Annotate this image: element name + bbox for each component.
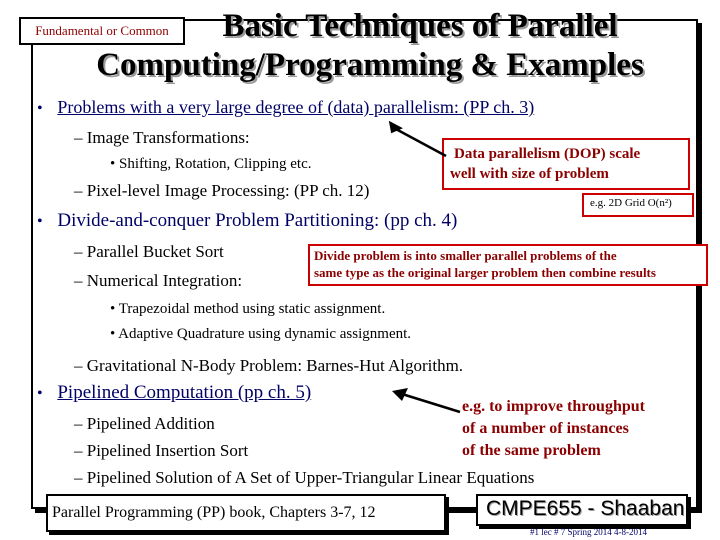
footer-course-text: CMPE655 - Shaaban: [486, 497, 685, 520]
bullet-2-sub-3: – Gravitational N-Body Problem: Barnes-Hut Algorithm.: [74, 356, 464, 375]
bullet-3-sub-3: – Pipelined Solution of A Set of Upper-Triangular Linear Equations: [74, 468, 535, 487]
category-tag: Fundamental or Common: [19, 17, 185, 45]
bullet-1-text: Problems with a very large degree of (data) parallelism: (PP ch. 3): [57, 97, 535, 117]
bullet-2: [37, 210, 457, 232]
footer-book-text: Parallel Programming (PP) book, Chapters 3-7, 12: [52, 504, 376, 521]
bullet-2-dot: •: [37, 213, 43, 230]
callout-dop: [442, 138, 690, 190]
footer-course-box: [476, 494, 688, 526]
callout-throughput-arrow: [388, 388, 468, 418]
bullet-1-dot: •: [37, 100, 43, 117]
callout-divide-line-2: same type as the original larger problem then combine results: [314, 265, 656, 280]
bullet-3-dot: •: [37, 385, 43, 402]
bullet-3-sub-2: – Pipelined Insertion Sort: [74, 441, 249, 460]
callout-divide: [308, 244, 708, 286]
callout-throughput-line-1: e.g. to improve throughput: [462, 398, 645, 415]
bullet-1-sub-1: – Image Transformations:: [74, 128, 250, 147]
bullet-1-sub-1-item: • Shifting, Rotation, Clipping etc.: [110, 156, 312, 172]
bullet-1-sub-2: – Pixel-level Image Processing: (PP ch. 12): [74, 181, 370, 200]
callout-throughput-line-3: of the same problem: [462, 442, 601, 459]
callout-throughput-line-2: of a number of instances: [462, 420, 629, 437]
callout-dop-arrow: [380, 120, 460, 160]
bullet-3-sub-1: – Pipelined Addition: [74, 414, 215, 433]
bullet-2-sub-2: – Numerical Integration:: [74, 271, 243, 290]
footer-book-box: [46, 494, 446, 532]
bullet-3: [37, 382, 311, 404]
bullet-2-sub-1: – Parallel Bucket Sort: [74, 242, 224, 261]
callout-grid: [582, 193, 694, 217]
title-line-2: Computing/Programming & Examples: [96, 47, 644, 83]
bullet-2-text: Divide-and-conquer Problem Partitioning: (pp ch. 4): [57, 210, 458, 231]
footer-meta: #1 lec # 7 Spring 2014 4-8-2014: [530, 527, 647, 537]
callout-divide-line-1: Divide problem is into smaller parallel problems of the: [314, 248, 617, 263]
bullet-1: [37, 97, 534, 119]
callout-grid-text: e.g. 2D Grid O(n²): [590, 197, 672, 209]
callout-dop-line-2: well with size of problem: [450, 166, 609, 182]
bullet-3-text: Pipelined Computation (pp ch. 5): [57, 382, 312, 403]
bullet-2-sub-2-item-2: • Adaptive Quadrature using dynamic assignment.: [110, 326, 412, 342]
title-line-1: Basic Techniques of Parallel: [222, 8, 618, 44]
callout-dop-line-1: Data parallelism (DOP) scale: [454, 146, 641, 162]
bullet-2-sub-2-item-1: • Trapezoidal method using static assignment.: [110, 301, 386, 317]
